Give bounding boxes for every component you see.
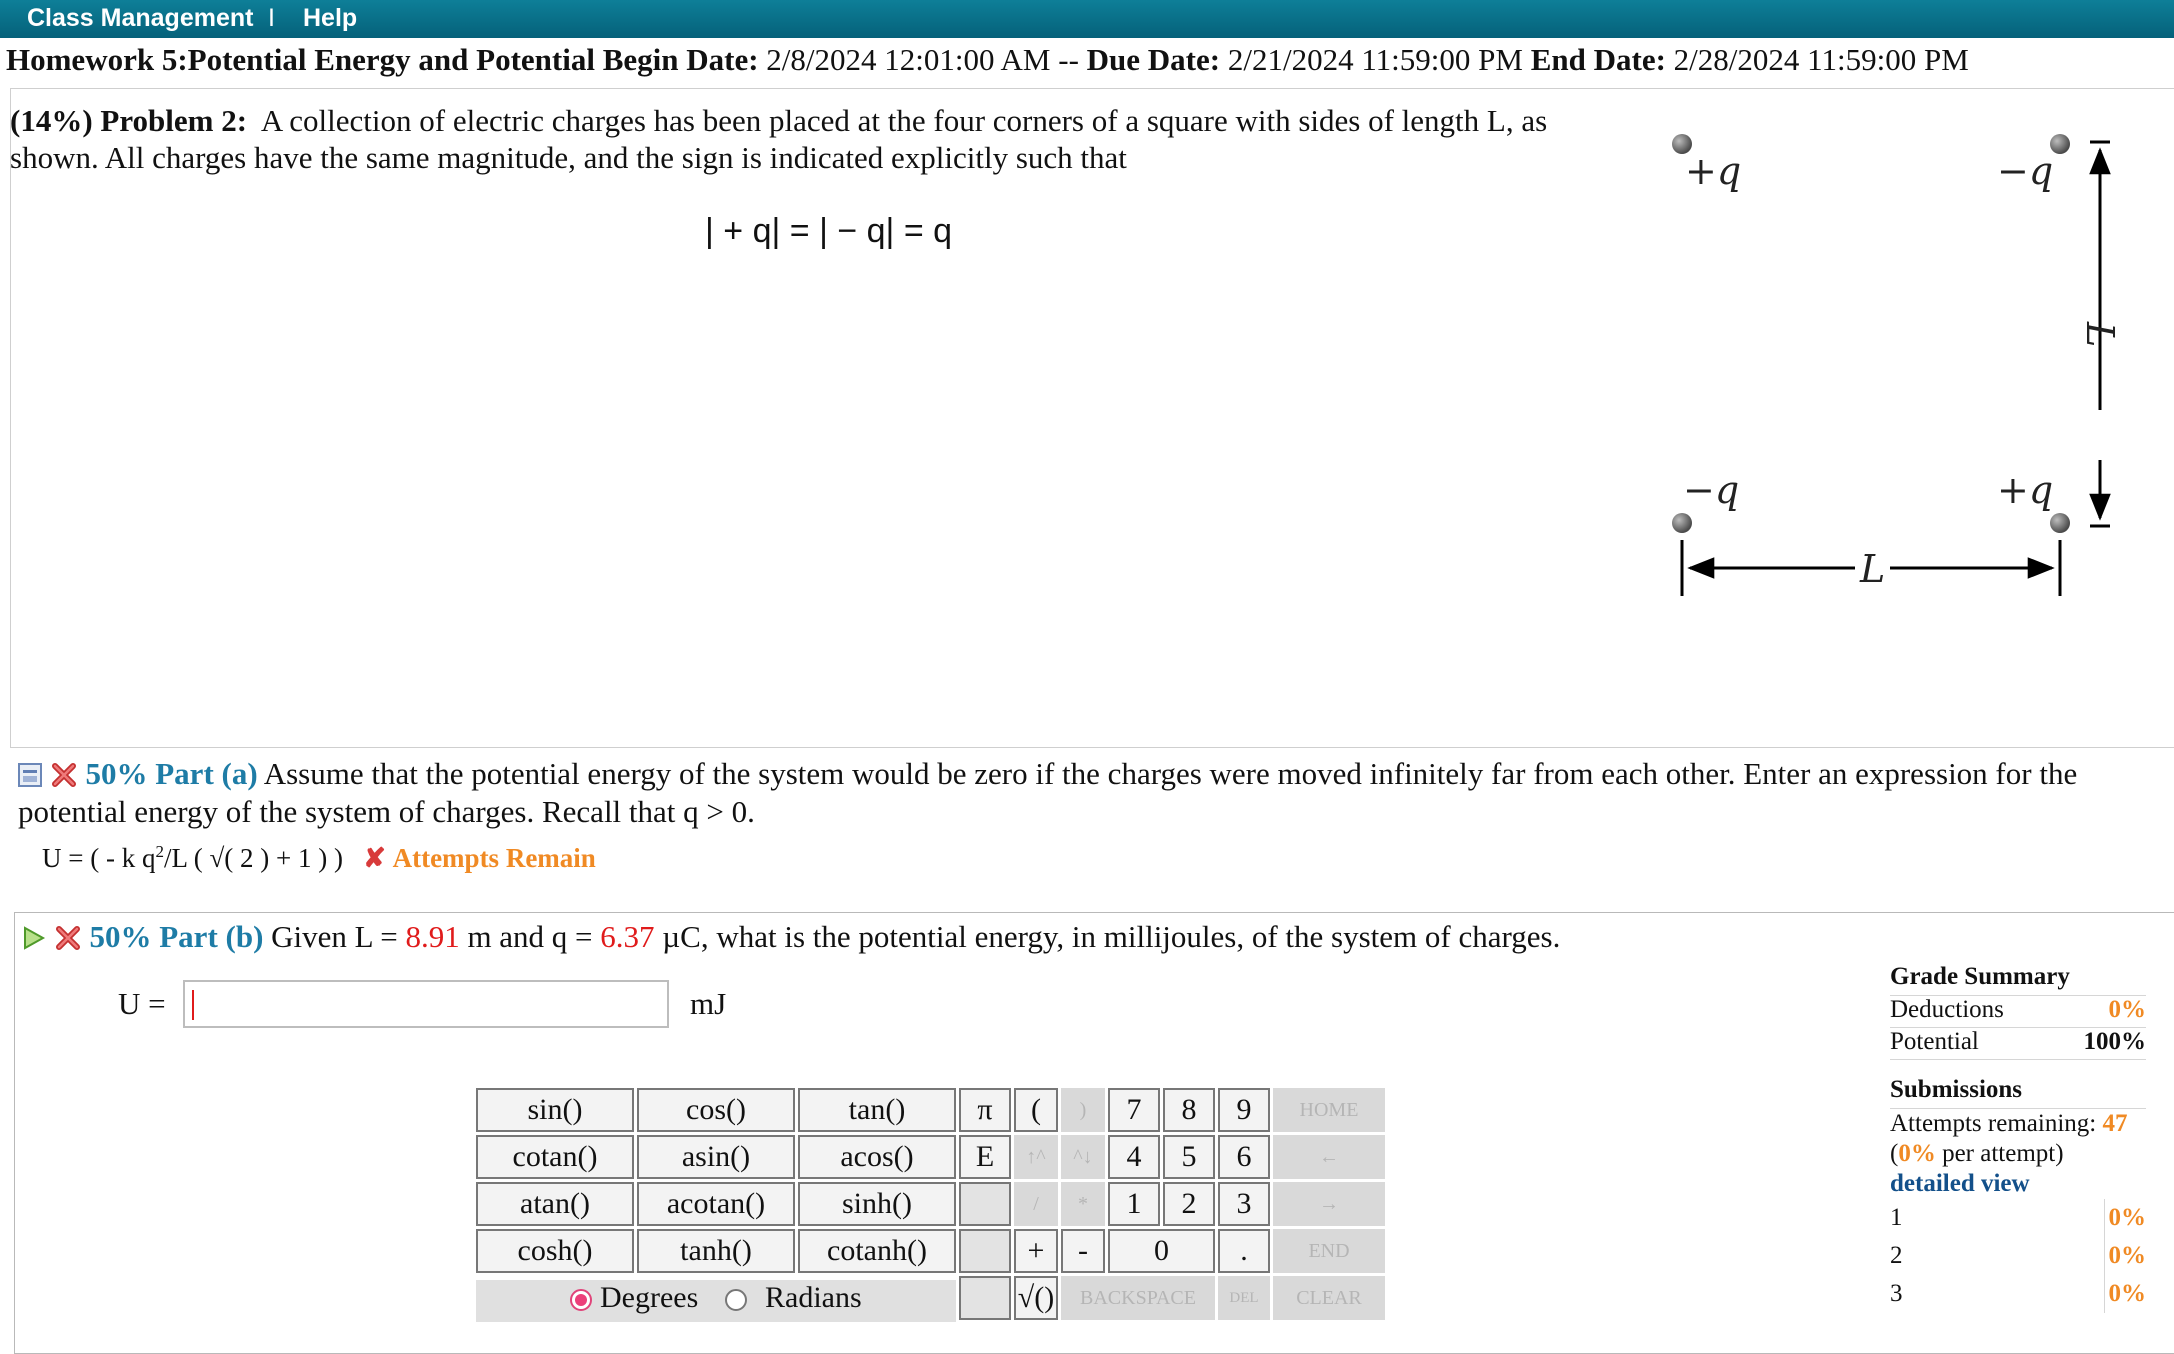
part-a-label: Part (a) xyxy=(155,756,258,791)
attempts-label: Attempts remaining: xyxy=(1890,1110,2097,1137)
potential-value: 100% xyxy=(2083,1028,2146,1055)
decimal-button[interactable]: . xyxy=(1218,1229,1270,1273)
cotanh-button[interactable]: cotanh() xyxy=(798,1229,956,1273)
answer-prefix: U = ( - k q xyxy=(42,843,156,873)
open-paren-button[interactable]: ( xyxy=(1014,1088,1058,1132)
attempts-x-icon: ✘ xyxy=(363,843,386,873)
key-6[interactable]: 6 xyxy=(1218,1135,1270,1179)
side-length-label: L xyxy=(2078,322,2122,348)
due-date-value: 2/21/2024 11:59:00 PM xyxy=(1227,42,1523,77)
key-4[interactable]: 4 xyxy=(1108,1135,1160,1179)
submission-score: 0% xyxy=(2104,1237,2147,1275)
answer-suffix: /L ( √( 2 ) + 1 ) ) xyxy=(163,843,343,873)
key-1[interactable]: 1 xyxy=(1108,1182,1160,1226)
degrees-radio[interactable] xyxy=(570,1289,592,1311)
q-value: 6.37 xyxy=(600,919,655,954)
part-a xyxy=(18,755,2168,831)
begin-date-value: 2/8/2024 12:01:00 AM xyxy=(766,42,1051,77)
label-bottom-right: +q xyxy=(1997,468,2054,512)
key-7[interactable]: 7 xyxy=(1108,1088,1160,1132)
calculator-keypad xyxy=(956,1085,1388,1323)
top-nav-bar xyxy=(0,0,2174,38)
homework-title: Homework 5:Potential Energy and Potential xyxy=(6,42,595,77)
tanh-button[interactable]: tanh() xyxy=(637,1229,795,1273)
up-exp-button[interactable]: ↑^ xyxy=(1014,1135,1058,1179)
attempts-count: 47 xyxy=(2102,1110,2128,1137)
problem-label: Problem 2: xyxy=(100,103,248,138)
bottom-length-label: L xyxy=(1860,547,1886,591)
acotan-button[interactable]: acotan() xyxy=(637,1182,795,1226)
class-management-link[interactable]: Class Management xyxy=(27,4,254,32)
part-b-text-1: Given L = xyxy=(271,919,406,954)
attempts-info xyxy=(1890,1109,2146,1199)
submission-row xyxy=(1890,1237,2146,1275)
plus-button[interactable]: + xyxy=(1014,1229,1058,1273)
multiply-button[interactable]: * xyxy=(1061,1182,1105,1226)
end-date-label: End Date: xyxy=(1530,42,1666,77)
per-attempt-text: per attempt) xyxy=(1935,1140,2064,1167)
submission-score: 0% xyxy=(2104,1275,2147,1313)
problem-text: A collection of electric charges has been placed at the four corners of a square with sides of length L, as shown. All charges have the same magnitude, and the sign is indicated explicitly such that xyxy=(10,103,1548,175)
potential-label: Potential xyxy=(1890,1028,1979,1055)
home-button[interactable]: HOME xyxy=(1273,1088,1385,1132)
e-button[interactable]: E xyxy=(959,1135,1011,1179)
right-arrow-button[interactable]: → xyxy=(1273,1182,1385,1226)
part-a-text: Assume that the potential energy of the system would be zero if the charges were moved infinitely far from each other. Enter an expression for the potential energy of the system of charges. Recall that q > 0. xyxy=(18,756,2078,829)
radians-label: Radians xyxy=(765,1281,862,1314)
text-cursor xyxy=(192,990,194,1020)
key-2[interactable]: 2 xyxy=(1163,1182,1215,1226)
answer-exponent: 2 xyxy=(155,842,164,861)
blank-key xyxy=(959,1182,1011,1226)
attempts-remain-status: Attempts Remain xyxy=(392,843,596,873)
acos-button[interactable]: acos() xyxy=(798,1135,956,1179)
atan-button[interactable]: atan() xyxy=(476,1182,634,1226)
nav-separator: I xyxy=(268,4,275,32)
deductions-row xyxy=(1890,996,2146,1028)
label-top-left: +q xyxy=(1685,149,1742,193)
help-link[interactable]: Help xyxy=(303,4,358,32)
minus-button[interactable]: - xyxy=(1061,1229,1105,1273)
key-9[interactable]: 9 xyxy=(1218,1088,1270,1132)
charge-bottom-left xyxy=(1672,513,1692,533)
L-value: 8.91 xyxy=(405,919,460,954)
potential-row xyxy=(1890,1028,2146,1060)
end-date-value: 2/28/2024 11:59:00 PM xyxy=(1673,42,1969,77)
part-a-percent: 50% xyxy=(85,756,148,791)
expand-arrow-icon[interactable] xyxy=(22,925,46,951)
left-arrow-button[interactable]: ← xyxy=(1273,1135,1385,1179)
problem-weight: (14%) xyxy=(10,103,93,138)
cos-button[interactable]: cos() xyxy=(637,1088,795,1132)
close-paren-button[interactable]: ) xyxy=(1061,1088,1105,1132)
part-b-text-2: m and q = xyxy=(459,919,601,954)
tan-button[interactable]: tan() xyxy=(798,1088,956,1132)
homework-header xyxy=(6,42,1969,78)
divide-button[interactable]: / xyxy=(1014,1182,1058,1226)
part-b xyxy=(22,919,1560,955)
submission-number: 2 xyxy=(1890,1242,1903,1269)
key-5[interactable]: 5 xyxy=(1163,1135,1215,1179)
angle-mode-selector xyxy=(476,1280,956,1322)
blank-key xyxy=(959,1276,1011,1320)
detailed-view-link[interactable]: detailed view xyxy=(1890,1170,2030,1197)
degrees-label: Degrees xyxy=(600,1281,699,1314)
begin-date-label: Begin Date: xyxy=(602,42,759,77)
label-bottom-left: −q xyxy=(1683,468,1740,512)
blank-key xyxy=(959,1229,1011,1273)
answer-input[interactable] xyxy=(183,980,669,1028)
calculator-functions xyxy=(473,1085,959,1276)
charge-bottom-right xyxy=(2050,513,2070,533)
sinh-button[interactable]: sinh() xyxy=(798,1182,956,1226)
per-attempt-value: 0% xyxy=(1898,1140,1936,1167)
magnitude-equation: | + q| = | − q| = q xyxy=(705,212,953,250)
grade-summary-title: Grade Summary xyxy=(1890,963,2146,996)
submissions-title: Submissions xyxy=(1890,1076,2146,1109)
incorrect-x-icon xyxy=(54,924,82,952)
submission-row xyxy=(1890,1199,2146,1237)
submission-number: 1 xyxy=(1890,1204,1903,1231)
sqrt-button[interactable]: √() xyxy=(1014,1276,1058,1320)
submission-score: 0% xyxy=(2104,1199,2147,1237)
cotan-button[interactable]: cotan() xyxy=(476,1135,634,1179)
clear-button[interactable]: CLEAR xyxy=(1273,1276,1385,1320)
deductions-value: 0% xyxy=(2108,996,2146,1023)
part-b-percent: 50% xyxy=(89,919,152,954)
incorrect-x-icon xyxy=(50,761,78,789)
cosh-button[interactable]: cosh() xyxy=(476,1229,634,1273)
grade-summary xyxy=(1890,963,2146,1313)
submission-number: 3 xyxy=(1890,1280,1903,1307)
down-exp-button[interactable]: ^↓ xyxy=(1061,1135,1105,1179)
radians-radio[interactable] xyxy=(725,1289,747,1311)
charge-square-figure xyxy=(1640,110,2122,600)
collapse-icon[interactable] xyxy=(18,763,42,787)
del-button[interactable]: DEL xyxy=(1218,1276,1270,1320)
answer-label: U = xyxy=(118,986,166,1021)
pi-button[interactable]: π xyxy=(959,1088,1011,1132)
date-dash: -- xyxy=(1058,42,1079,77)
backspace-button[interactable]: BACKSPACE xyxy=(1061,1276,1215,1320)
submission-row xyxy=(1890,1275,2146,1313)
key-8[interactable]: 8 xyxy=(1163,1088,1215,1132)
label-top-right: −q xyxy=(1997,149,2054,193)
part-b-text-3: µC, what is the potential energy, in millijoules, of the system of charges. xyxy=(654,919,1561,954)
key-0[interactable]: 0 xyxy=(1108,1229,1215,1273)
part-a-submitted-answer xyxy=(42,842,596,874)
answer-unit: mJ xyxy=(690,986,727,1021)
due-date-label: Due Date: xyxy=(1086,42,1221,77)
deductions-label: Deductions xyxy=(1890,996,2004,1023)
per-attempt-open: ( xyxy=(1890,1140,1899,1167)
end-button[interactable]: END xyxy=(1273,1229,1385,1273)
key-3[interactable]: 3 xyxy=(1218,1182,1270,1226)
part-b-label: Part (b) xyxy=(159,919,264,954)
sin-button[interactable]: sin() xyxy=(476,1088,634,1132)
asin-button[interactable]: asin() xyxy=(637,1135,795,1179)
problem-statement xyxy=(10,102,1610,176)
